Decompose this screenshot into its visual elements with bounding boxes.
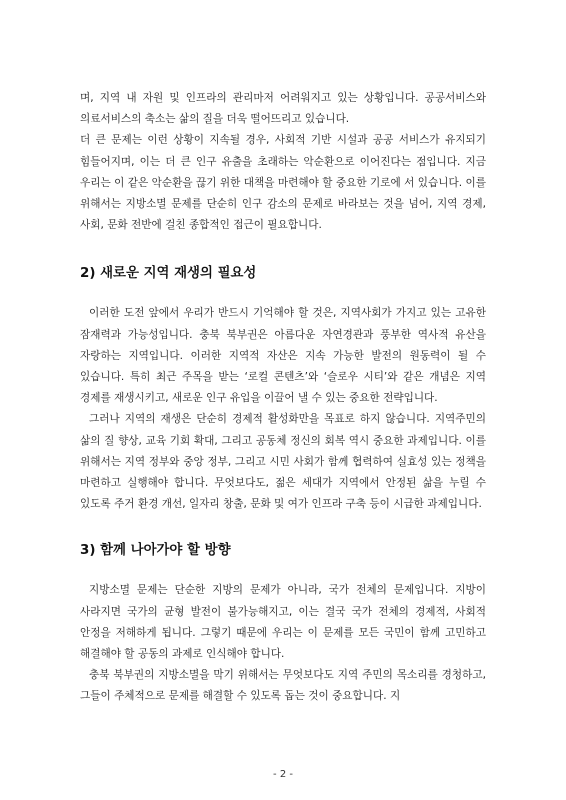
section-heading: 2) 새로운 지역 재생의 필요성 bbox=[80, 266, 257, 282]
section-heading: 3) 함께 나아가야 할 방향 bbox=[80, 543, 231, 559]
paragraph: 그러나 지역의 재생은 단순히 경제적 활성화만을 목표로 하지 않습니다. 지역주민의 삶의 질 향상, 교육 기회 확대, 그리고 공동체 정신의 회복 역시 중요한 과제입니다. 이를 위해서는 지역 정부와 중앙 정부, 그리고 시민 사회가 함께 협력하여 실효성 있는 정책을 마련하고 실행해야 합니다. 무엇보다도, 젊은 세대가 지역에서 안정된 삶을 누릴 수 있도록 주거 환경 개선, 일자리 창출, 문화 및 여가 인프라 구축 등이 시급한 과제입니다. bbox=[80, 413, 486, 511]
paragraph: 지방소멸 문제는 단순한 지방의 문제가 아니라, 국가 전체의 문제입니다. 지방이 사라지면 국가의 균형 발전이 불가능해지고, 이는 결국 국가 전체의 경제적, 사회적 안정을 저해하게 됩니다. 그렇기 때문에 우리는 이 문제를 모든 국민이 함께 고민하고 해결해야 할 공동의 과제로 인식해야 합니다. bbox=[80, 584, 486, 661]
paragraph: 더 큰 문제는 이런 상황이 지속될 경우, 사회적 기반 시설과 공공 서비스가 유지되기 힘들어지며, 이는 더 큰 인구 유출을 초래하는 악순환으로 이어진다는 점입니다. 지금 우리는 이 같은 악순환을 끊기 위한 대책을 마련해야 할 중요한 기로에 서 있습니다. 이를 위해서는 지방소멸 문제를 단순히 인구 감소의 문제로 바라보는 것을 넘어, 지역 경제, 사회, 문화 전반에 걸친 종합적인 접근이 필요합니다. bbox=[80, 134, 486, 232]
paragraph: 이러한 도전 앞에서 우리가 반드시 기억해야 할 것은, 지역사회가 가지고 있는 고유한 잠재력과 가능성입니다. 충북 북부권은 아름다운 자연경관과 풍부한 역사적 유산을 자랑하는 지역입니다. 이러한 지역적 자산은 지속 가능한 발전의 원동력이 될 수 있습니다. 특히 최근 주목을 받는 ‘로컬 콘텐츠’와 ‘슬로우 시티’와 같은 개념은 지역 경제를 재생시키고, 새로운 인구 유입을 이끌어 낼 수 있는 중요한 전략입니다. bbox=[80, 307, 486, 405]
page-number: - 2 - bbox=[273, 769, 293, 780]
paragraph: 충북 북부권의 지방소멸을 막기 위해서는 무엇보다도 지역 주민의 목소리를 경청하고, 그들이 주체적으로 문제를 해결할 수 있도록 돕는 것이 중요합니다. 지 bbox=[80, 669, 486, 703]
paragraph: 며, 지역 내 자원 및 인프라의 관리마저 어려워지고 있는 상황입니다. 공공서비스와 의료서비스의 축소는 삶의 질을 더욱 떨어뜨리고 있습니다. bbox=[80, 92, 486, 126]
page-content bbox=[80, 88, 486, 708]
